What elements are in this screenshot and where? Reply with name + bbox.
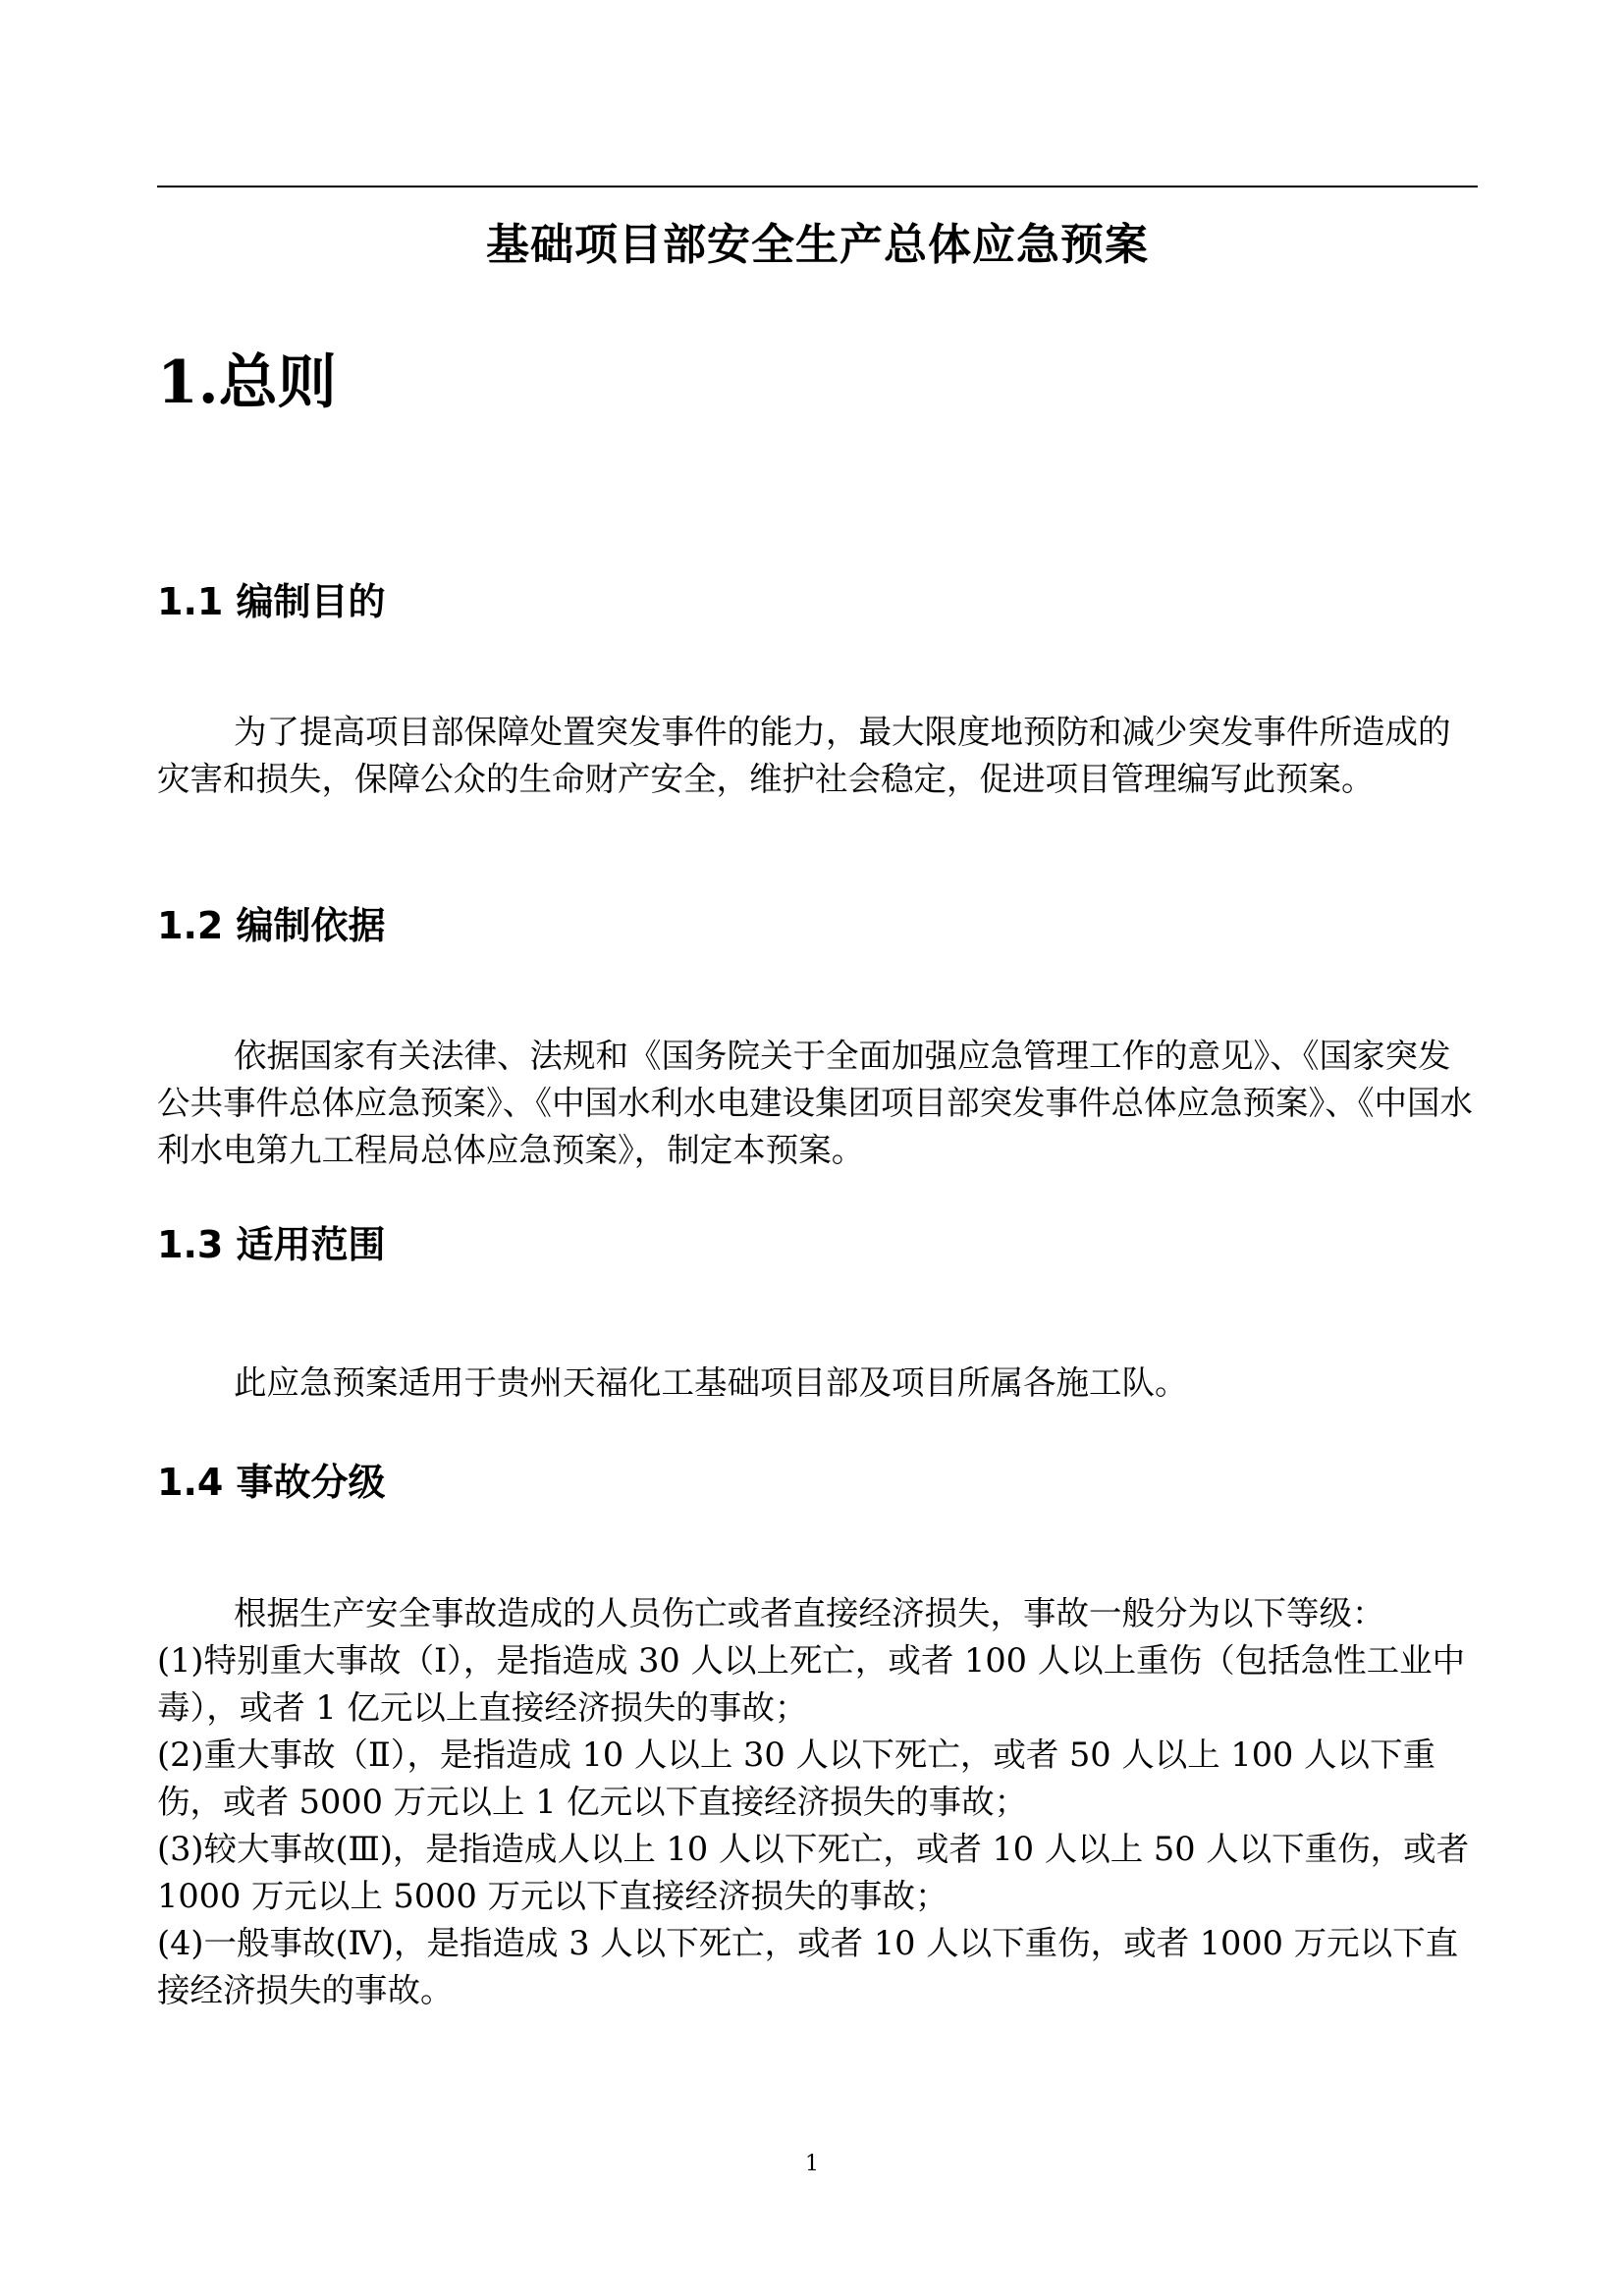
paragraph-text: 根据生产安全事故造成的人员伤亡或者直接经济损失，事故一般分为以下等级： (234, 1594, 1385, 1632)
section-paragraph-classification (157, 1590, 1483, 2014)
document-title: 基础项目部安全生产总体应急预案 (486, 220, 1149, 270)
page-number: 1 (805, 2152, 819, 2176)
section-heading-purpose: 1.1 编制目的 (157, 580, 386, 623)
paragraph-text: 依据国家有关法律、法规和《国务院关于全面加强应急管理工作的意见》、《国家突发公共事件总体应急预案》、《中国水利水电建设集团项目部突发事件总体应急预案》、《中国水利水电第九工程局总体应急预案》，制定本预案。 (157, 1037, 1473, 1169)
section-heading-classification: 1.4 事故分级 (157, 1461, 386, 1504)
header-rule (157, 186, 1478, 187)
list-item: (1)特别重大事故（Ⅰ），是指造成 30 人以上死亡，或者 100 人以上重伤（包括急性工业中毒），或者 1 亿元以上直接经济损失的事故； (157, 1641, 1466, 1727)
section-heading-scope: 1.3 适用范围 (157, 1223, 386, 1266)
chapter-heading: 1.总则 (157, 348, 337, 417)
section-paragraph-basis (157, 1033, 1483, 1174)
section-paragraph-purpose (157, 709, 1483, 803)
list-item: (2)重大事故（Ⅱ），是指造成 10 人以上 30 人以下死亡，或者 50 人以上 100 人以下重伤，或者 5000 万元以上 1 亿元以下直接经济损失的事故； (157, 1735, 1435, 1821)
section-paragraph-scope (157, 1360, 1483, 1407)
paragraph-text: 此应急预案适用于贵州天福化工基础项目部及项目所属各施工队。 (234, 1363, 1188, 1402)
list-item: (4)一般事故(Ⅳ)，是指造成 3 人以下死亡，或者 10 人以下重伤，或者 1000 万元以下直接经济损失的事故。 (157, 1924, 1459, 2009)
list-item: (3)较大事故(Ⅲ)，是指造成人以上 10 人以下死亡，或者 10 人以上 50 人以下重伤，或者 1000 万元以上 5000 万元以下直接经济损失的事故； (157, 1830, 1470, 1915)
paragraph-text: 为了提高项目部保障处置突发事件的能力，最大限度地预防和减少突发事件所造成的灾害和损失，保障公众的生命财产安全，维护社会稳定，促进项目管理编写此预案。 (157, 713, 1451, 798)
section-heading-basis: 1.2 编制依据 (157, 904, 386, 947)
